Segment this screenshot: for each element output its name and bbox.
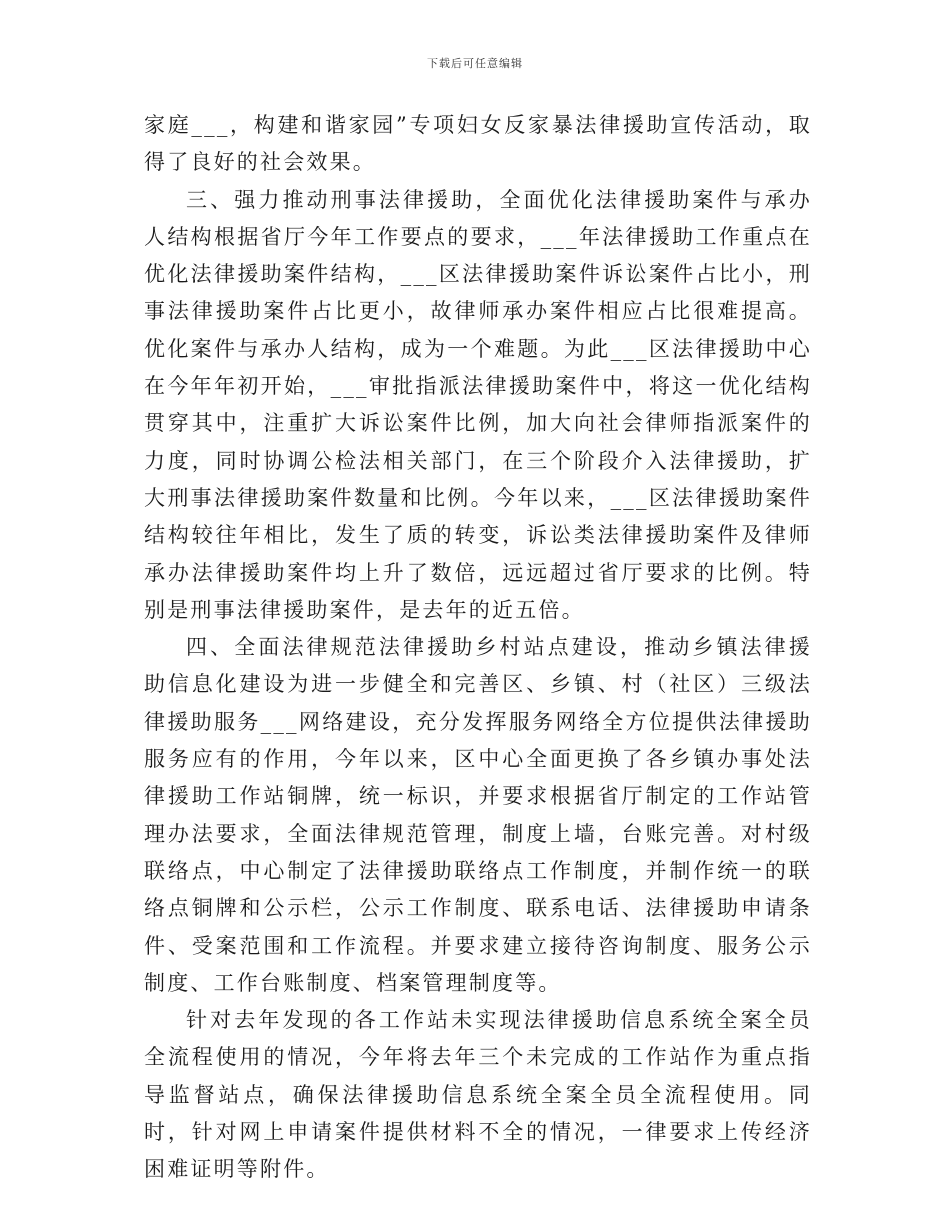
paragraph-section-four: 四、全面法律规范法律援助乡村站点建设，推动乡镇法律援助信息化建设为进一步健全和完善区、乡镇、村（社区）三级法律援助服务___网络建设，充分发挥服务网络全方位提供法律援助服务应有的作用，今年以来，区中心全面更换了各乡镇办事处法律援助工作站铜牌，统一标识，并要求根据省厅制定的工作站管理办法要求，全面法律规范管理，制度上墙，台账完善。对村级联络点，中心制定了法律援助联络点工作制度，并制作统一的联络点铜牌和公示栏，公示工作制度、联系电话、法律援助申请条件、受案范围和工作流程。并要求建立接待咨询制度、服务公示制度、工作台账制度、档案管理制度等。 xyxy=(144,635,812,995)
page-header: 下载后可任意编辑 xyxy=(427,57,523,70)
paragraph-information-system: 针对去年发现的各工作站未实现法律援助信息系统全案全员全流程使用的情况，今年将去年三个未完成的工作站作为重点指导监督站点，确保法律援助信息系统全案全员全流程使用。同时，针对网上申请案件提供材料不全的情况，一律要求上传经济困难证明等附件。 xyxy=(144,1008,812,1182)
document-body xyxy=(144,107,812,1189)
paragraph-continuation: 家庭___，构建和谐家园”专项妇女反家暴法律援助宣传活动，取得了良好的社会效果。 xyxy=(144,113,812,175)
paragraph-section-three: 三、强力推动刑事法律援助，全面优化法律援助案件与承办人结构根据省厅今年工作要点的要求，___年法律援助工作重点在优化法律援助案件结构，___区法律援助案件诉讼案件占比小，刑事法律援助案件占比更小，故律师承办案件相应占比很难提高。优化案件与承办人结构，成为一个难题。为此___区法律援助中心在今年年初开始，___审批指派法律援助案件中，将这一优化结构贯穿其中，注重扩大诉讼案件比例，加大向社会律师指派案件的力度，同时协调公检法相关部门，在三个阶段介入法律援助，扩大刑事法律援助案件数量和比例。今年以来，___区法律援助案件结构较往年相比，发生了质的转变，诉讼类法律援助案件及律师承办法律援助案件均上升了数倍，远远超过省厅要求的比例。特别是刑事法律援助案件，是去年的近五倍。 xyxy=(144,187,812,622)
